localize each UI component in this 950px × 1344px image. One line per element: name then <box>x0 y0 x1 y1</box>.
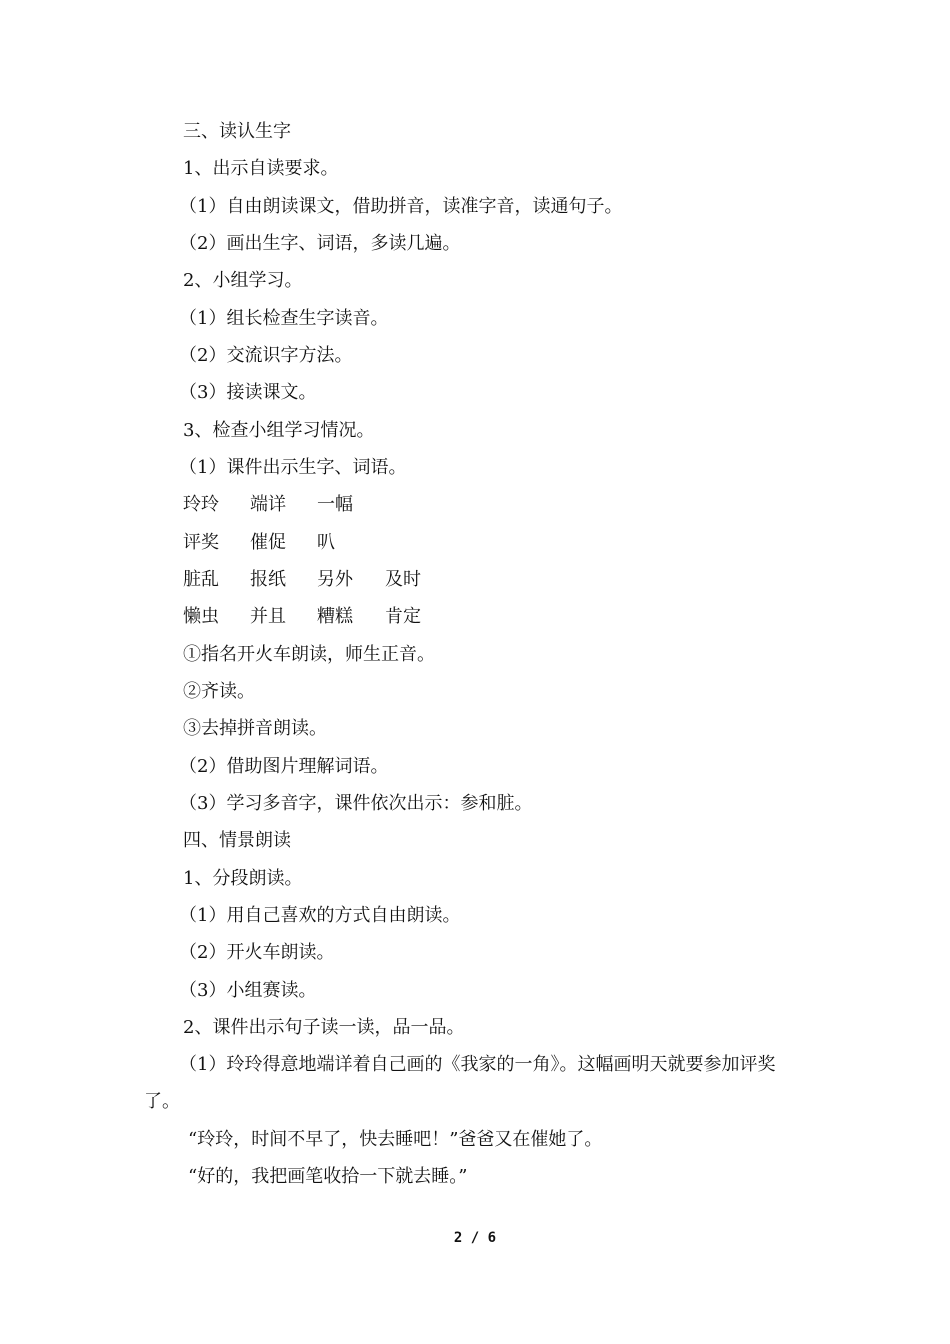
sub-step-item: ②齐读。 <box>183 681 255 702</box>
sub-item: （3）接读课文。 <box>179 382 317 403</box>
dialogue-line: “好的，我把画笔收拾一下就去睡。” <box>188 1166 468 1187</box>
vocab-word: 脏乱 <box>183 569 219 590</box>
sub-item: （1）用自己喜欢的方式自由朗读。 <box>179 905 461 926</box>
sub-item: （1）课件出示生字、词语。 <box>179 457 407 478</box>
quoted-passage: （1）玲玲得意地端详着自己画的《我家的一角》。这幅画明天就要参加评奖 <box>179 1054 776 1075</box>
sub-item: （3）小组赛读。 <box>179 980 317 1001</box>
sub-step-item: ①指名开火车朗读，师生正音。 <box>183 644 435 665</box>
section-heading-4: 四、情景朗读 <box>183 830 291 851</box>
sub-item: （2）画出生字、词语，多读几遍。 <box>179 233 461 254</box>
vocab-word: 及时 <box>385 569 421 590</box>
step-item: 1、分段朗读。 <box>183 868 303 889</box>
step-item: 1、出示自读要求。 <box>183 158 339 179</box>
vocab-word: 叭 <box>317 532 335 553</box>
step-item: 2、小组学习。 <box>183 270 303 291</box>
sub-item: （1）自由朗读课文，借助拼音，读准字音，读通句子。 <box>179 196 623 217</box>
vocab-word: 报纸 <box>250 569 286 590</box>
vocab-word: 一幅 <box>317 494 353 515</box>
vocab-word: 玲玲 <box>183 494 219 515</box>
sub-item: （2）开火车朗读。 <box>179 942 335 963</box>
sub-item: （3）学习多音字，课件依次出示：参和脏。 <box>179 793 533 814</box>
quoted-passage-continuation: 了。 <box>144 1091 180 1112</box>
sub-item: （2）交流识字方法。 <box>179 345 353 366</box>
sub-item: （1）组长检查生字读音。 <box>179 308 389 329</box>
vocab-word: 肯定 <box>385 606 421 627</box>
vocab-word: 糟糕 <box>317 606 353 627</box>
vocab-word: 懒虫 <box>183 606 219 627</box>
section-heading-3: 三、读认生字 <box>183 121 291 142</box>
page-number: 2 / 6 <box>453 1230 497 1246</box>
step-item: 3、检查小组学习情况。 <box>183 420 375 441</box>
vocab-word: 并且 <box>250 606 286 627</box>
vocab-word: 催促 <box>250 532 286 553</box>
sub-step-item: ③去掉拼音朗读。 <box>183 718 327 739</box>
vocab-word: 另外 <box>317 569 353 590</box>
dialogue-line: “玲玲，时间不早了，快去睡吧！”爸爸又在催她了。 <box>188 1129 603 1150</box>
sub-item: （2）借助图片理解词语。 <box>179 756 389 777</box>
vocab-word: 端详 <box>250 494 286 515</box>
step-item: 2、课件出示句子读一读，品一品。 <box>183 1017 465 1038</box>
vocab-word: 评奖 <box>183 532 219 553</box>
